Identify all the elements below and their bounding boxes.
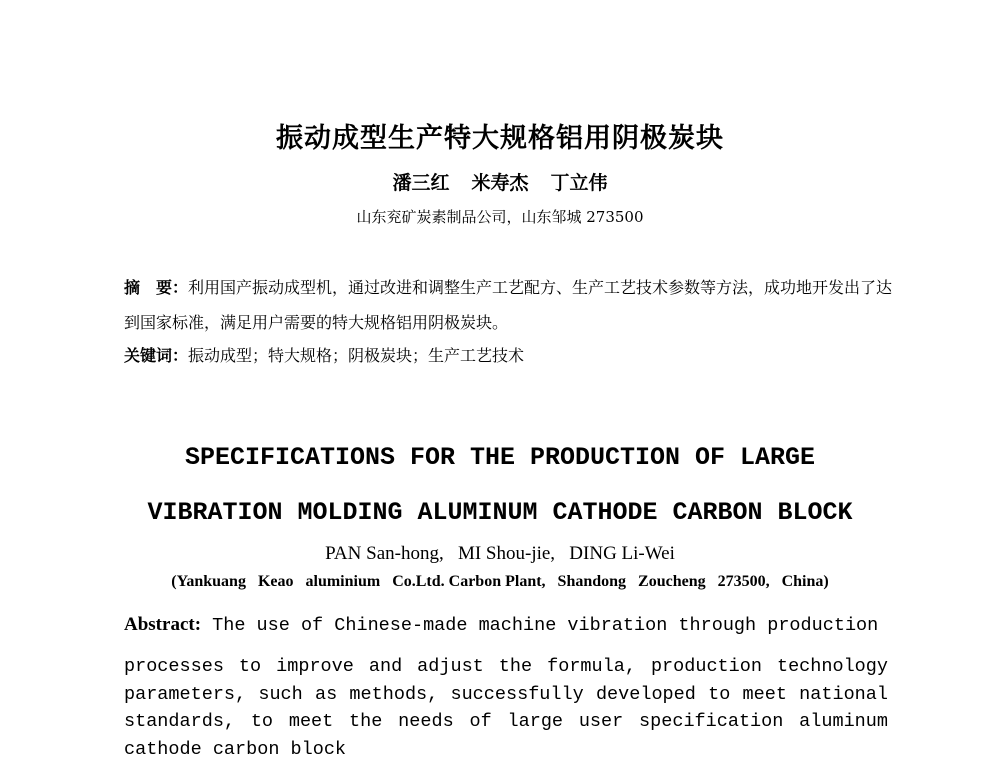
english-abstract-first-line: [124, 614, 878, 636]
english-title-line-1: SPECIFICATIONS FOR THE PRODUCTION OF LARGE: [184, 443, 816, 472]
chinese-authors: [0, 168, 1000, 195]
chinese-keywords-text: 振动成型；特大规格；阴极炭块；生产工艺技术: [188, 346, 525, 365]
english-title-line-2: VIBRATION MOLDING ALUMINUM CATHODE CARBON BLOCK: [147, 498, 853, 527]
chinese-keywords-label: 关键词：: [124, 346, 189, 365]
chinese-abstract: [124, 270, 894, 340]
english-abstract-body: processes to improve and adjust the formula, production technology parameters, such as methods, successfully developed to meet national standards, to meet the needs of large user specification aluminum cathode carbon block: [124, 656, 888, 760]
author-3: 丁立伟: [550, 172, 608, 194]
chinese-abstract-text: 利用国产振动成型机，通过改进和调整生产工艺配方、生产工艺技术参数等方法，成功地开发出了达到国家标准，满足用户需要的特大规格铝用阴极炭块。: [124, 278, 893, 332]
chinese-keywords: [124, 343, 524, 366]
author-2: 米寿杰: [471, 172, 529, 194]
english-authors: PAN San-hong, MI Shou-jie, DING Li-Wei: [325, 543, 675, 564]
english-affiliation: (Yankuang Keao aluminium Co.Ltd. Carbon Plant, Shandong Zoucheng 273500, China): [171, 573, 829, 590]
english-abstract-first: The use of Chinese-made machine vibration through production: [212, 615, 879, 636]
chinese-abstract-label: 摘 要：: [124, 278, 189, 297]
author-1: 潘三红: [392, 172, 450, 194]
chinese-title: 振动成型生产特大规格铝用阴极炭块: [276, 123, 724, 154]
chinese-affiliation: 山东兖矿炭素制品公司，山东邹城 273500: [356, 208, 644, 226]
english-abstract-label: Abstract:: [124, 614, 202, 635]
